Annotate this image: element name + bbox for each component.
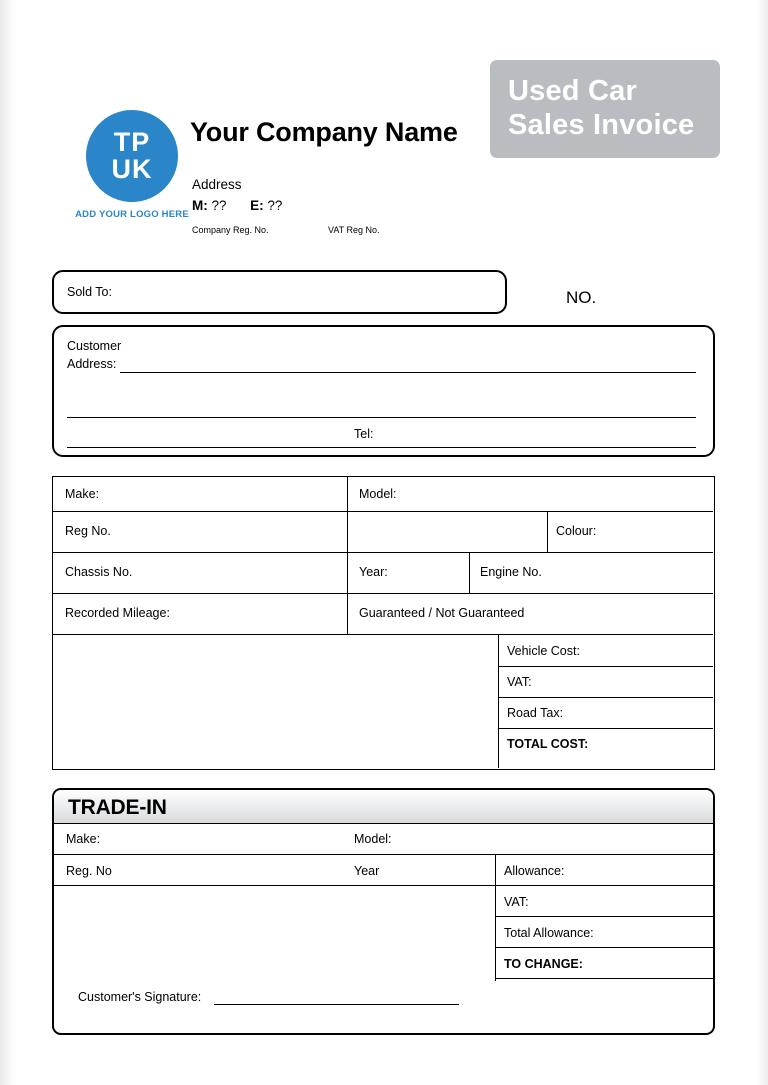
vehicle-colour-label: Colour: [556,524,597,538]
vehicle-reg-label: Reg No. [65,524,111,538]
vehicle-model-label: Model: [359,487,397,501]
company-name: Your Company Name [190,117,458,147]
trade-in-year-label: Year [354,864,380,878]
trade-in-totals-divider-1 [495,916,714,917]
customer-tel-label: Tel: [354,427,374,441]
vehicle-cost-label: Vehicle Cost: [507,644,580,658]
document-title-line-2: Sales Invoice [508,109,695,141]
logo-block [68,110,196,220]
customer-address-label: Address: [67,357,117,371]
trade-in-row-divider-1 [54,854,714,855]
customer-address-line-1[interactable] [120,372,696,373]
customer-label: Customer [67,339,122,353]
trade-in-row-divider-2 [54,885,714,886]
vehicle-row-divider-1 [53,511,713,512]
email-value: ?? [267,198,283,213]
customer-box[interactable] [52,325,715,457]
logo-line-2: UK [111,154,153,184]
header [50,55,720,245]
trade-in-model-label: Model: [354,832,392,846]
customer-tel-line[interactable] [67,447,696,448]
vehicle-totals-divider-1 [498,666,713,667]
email-label: E: [250,198,264,213]
vehicle-road-tax-label: Road Tax: [507,706,564,720]
trade-in-make-label: Make: [66,832,101,846]
trade-in-heading: TRADE-IN [68,796,167,819]
trade-in-total-allowance-label: Total Allowance: [504,926,594,940]
vehicle-guaranteed-label: Guaranteed / Not Guaranteed [359,606,525,620]
document-title-badge [490,60,720,158]
mobile-label: M: [192,198,208,213]
vat-reg-label: VAT Reg No. [328,225,380,235]
document-title-line-1: Used Car [508,75,637,108]
trade-in-totals-divider-3 [495,978,714,979]
trade-in-heading-bar [54,790,713,824]
sold-to-label: Sold To: [67,285,112,299]
invoice-number-label: NO. [566,288,597,307]
contact-line [192,198,282,213]
logo-line-1: TP [113,127,151,157]
customer-address-line-2[interactable] [67,417,696,418]
trade-in-to-change-label: TO CHANGE: [504,957,583,971]
trade-in-totals-col-divider [495,854,496,981]
vehicle-col-divider-engine [469,552,470,593]
vehicle-make-label: Make: [65,487,100,501]
vehicle-row-divider-2 [53,552,713,553]
vehicle-row-divider-3 [53,593,713,594]
logo-circle-icon [86,110,178,202]
trade-in-allowance-label: Allowance: [504,864,565,878]
customer-signature-line[interactable] [214,1004,459,1005]
logo-caption: ADD YOUR LOGO HERE [75,209,189,220]
vehicle-engine-label: Engine No. [480,565,542,579]
vehicle-totals-col-divider [498,634,499,768]
vehicle-col-divider-colour [547,511,548,552]
sold-to-box[interactable] [52,270,507,314]
vehicle-year-label: Year: [359,565,388,579]
vehicle-chassis-label: Chassis No. [65,565,133,579]
vehicle-total-cost-label: TOTAL COST: [507,737,589,751]
vehicle-totals-divider-2 [498,697,713,698]
vehicle-vat-label: VAT: [507,675,532,689]
trade-in-totals-divider-2 [495,947,714,948]
customer-signature-label: Customer's Signature: [78,990,202,1004]
trade-in-section [52,788,715,1035]
company-reg-label: Company Reg. No. [192,225,269,235]
vehicle-row-divider-4 [53,634,713,635]
vehicle-totals-divider-3 [498,728,713,729]
trade-in-vat-label: VAT: [504,895,529,909]
mobile-value: ?? [211,198,227,213]
vehicle-mileage-label: Recorded Mileage: [65,606,170,620]
trade-in-reg-label: Reg. No [66,864,112,878]
vehicle-col-divider-main [347,477,348,634]
vehicle-details-table [52,476,715,770]
address-label: Address [192,177,242,192]
